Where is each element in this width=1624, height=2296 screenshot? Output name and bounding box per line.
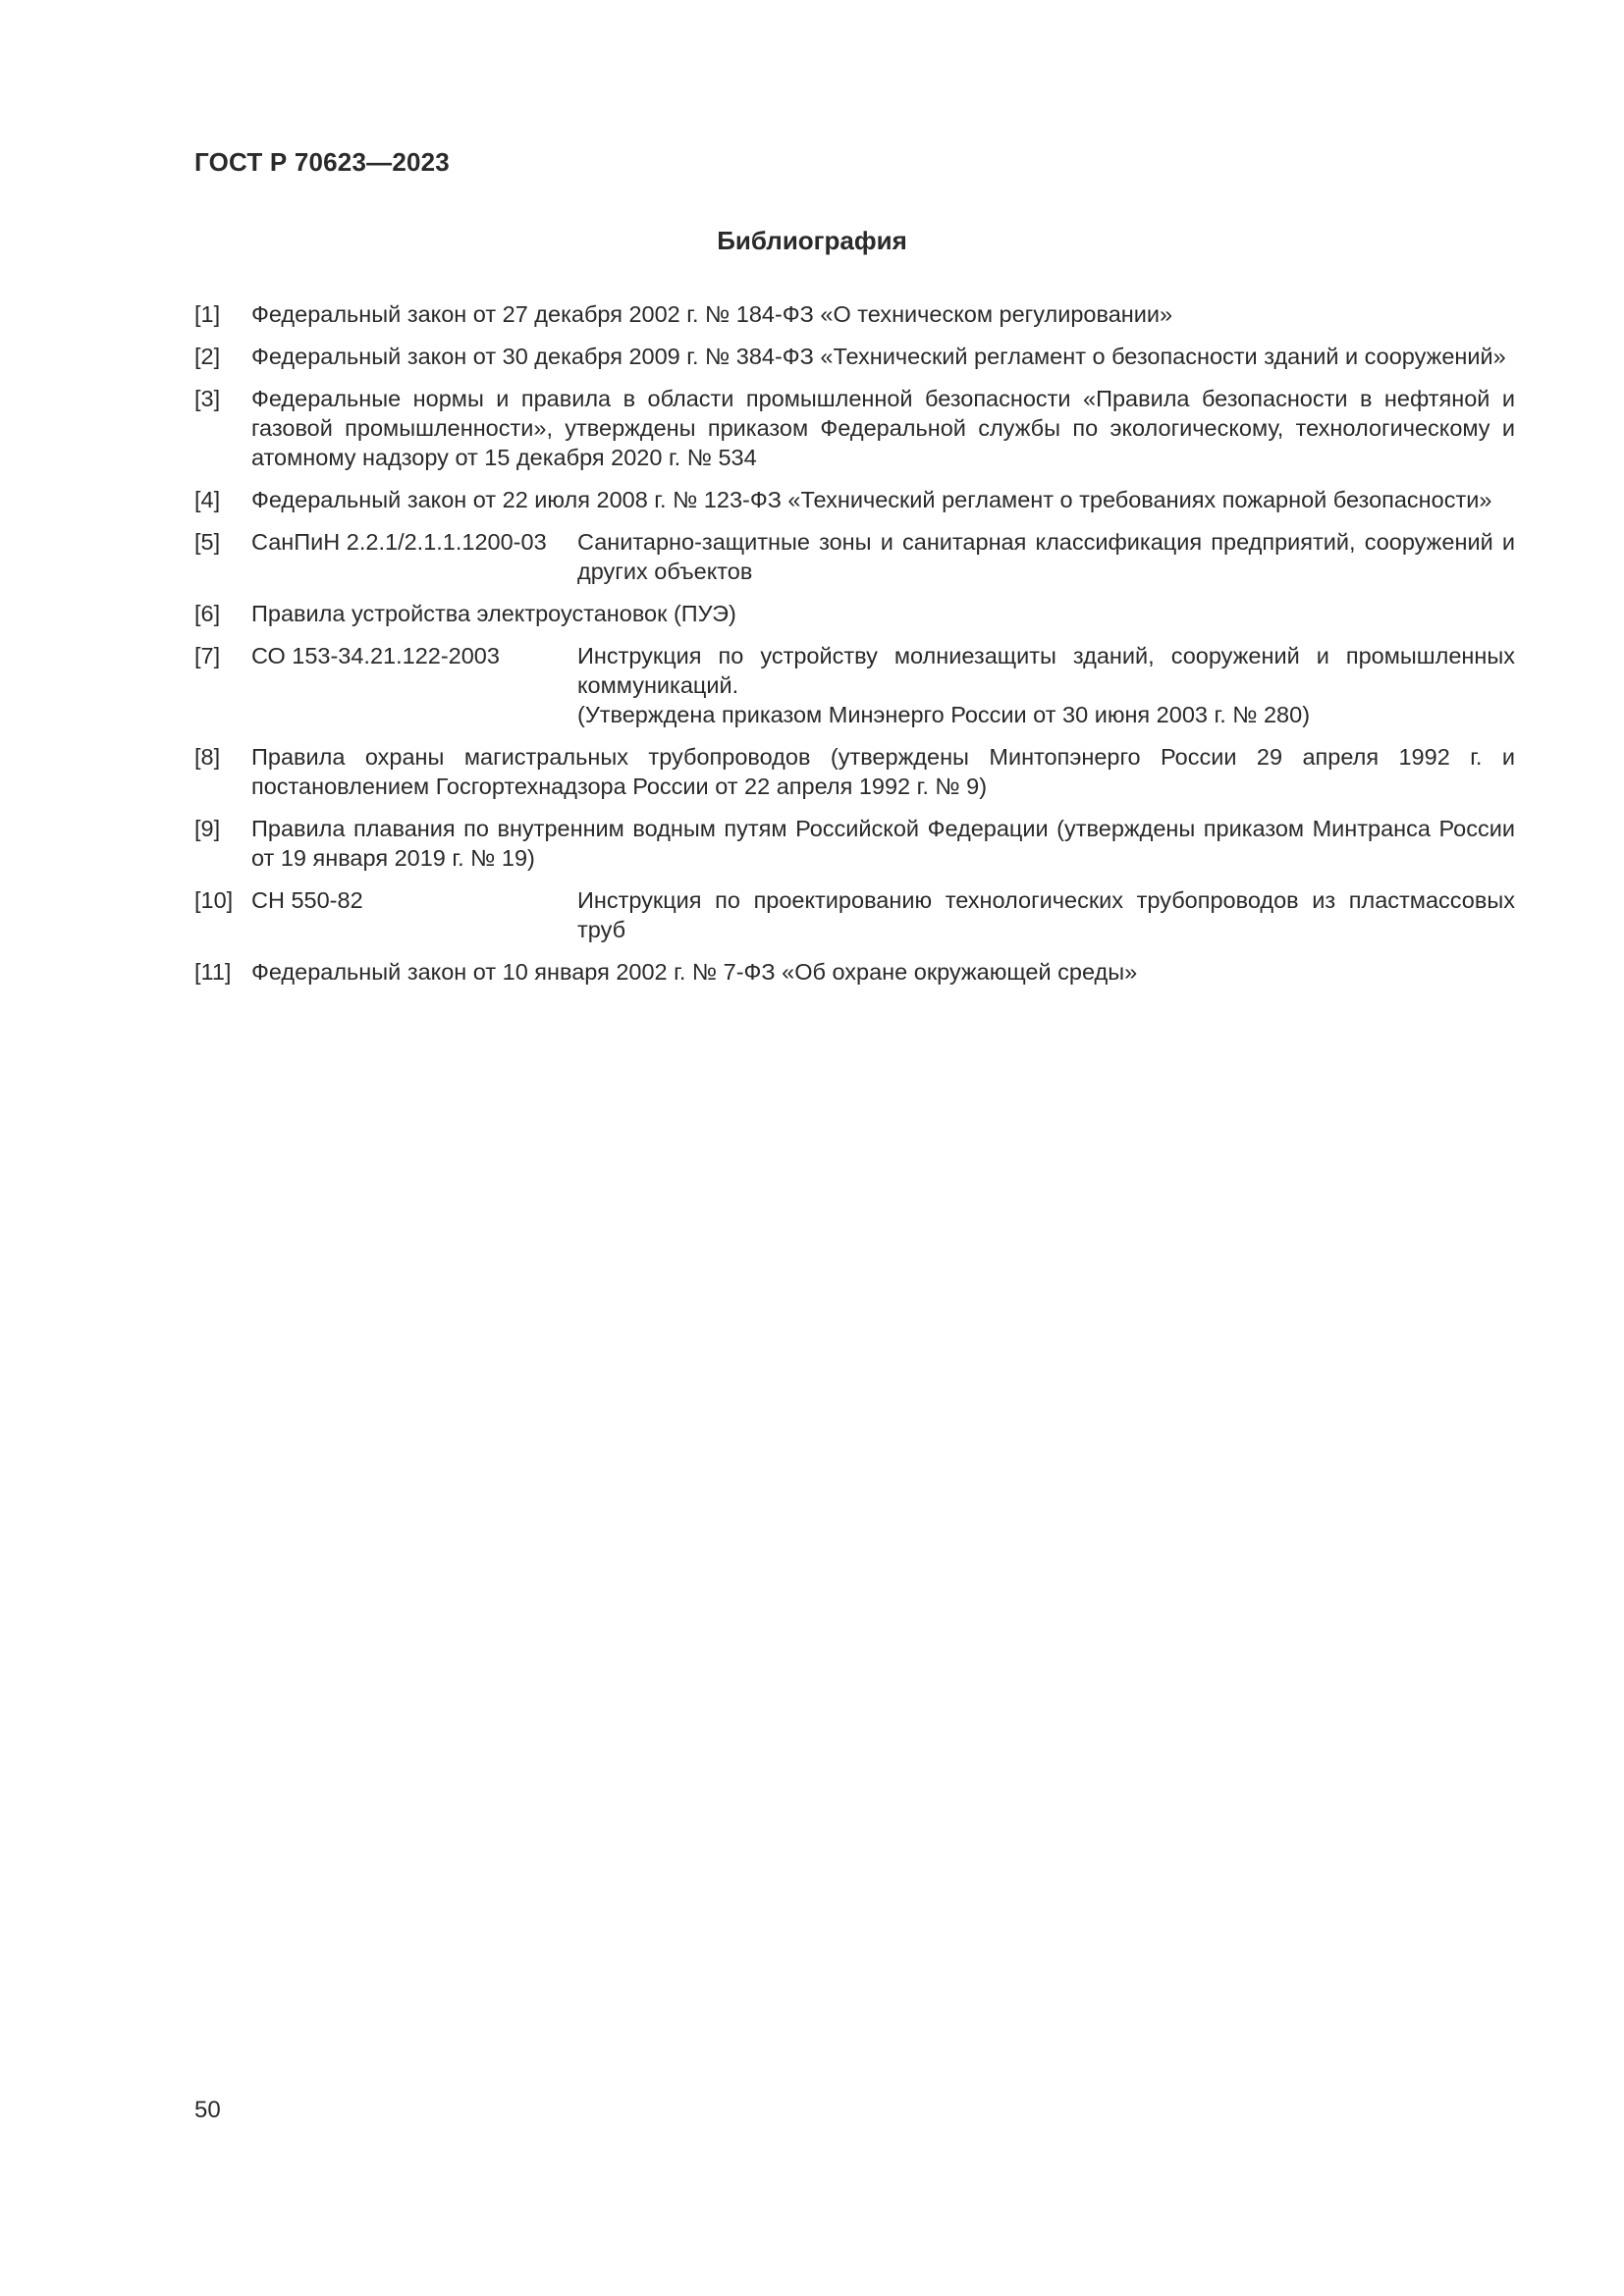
entry-text: Правила плавания по внутренним водным путям Российской Федерации (утверждены приказом Минтранса России от 19 января 2019 г. № 19) [251,816,1515,871]
bibliography-entry-7 [194,641,1515,729]
entry-code: СН 550-82 [251,887,363,913]
entry-text: Правила устройства электроустановок (ПУЭ) [251,601,736,626]
bibliography-list [194,299,1515,999]
bibliography-entry-8 [194,742,1515,801]
entry-text: Федеральный закон от 27 декабря 2002 г. № 184-ФЗ «О техническом регулировании» [251,301,1173,327]
section-title: Библиография [717,226,907,255]
page-number: 50 [194,2097,221,2123]
entry-number: [1] [194,301,221,327]
entry-number: [11] [194,959,232,985]
entry-text: Федеральные нормы и правила в области промышленной безопасности «Правила безопасности в нефтяной и газовой промышленности», утверждены приказом Федеральной службы по экологическому, технологическому и атомному надзору от 15 декабря 2020 г. № 534 [251,386,1515,470]
entry-number: [7] [194,643,221,668]
bibliography-entry-4 [194,485,1515,514]
entry-number: [2] [194,344,221,369]
bibliography-entry-2 [194,342,1515,371]
bibliography-entry-3 [194,384,1515,472]
entry-text: Федеральный закон от 10 января 2002 г. № 7-ФЗ «Об охране окружающей среды» [251,959,1138,985]
entry-number: [4] [194,487,221,512]
entry-number: [10] [194,887,234,913]
entry-number: [5] [194,529,221,555]
entry-text: Правила охраны магистральных трубопроводов (утверждены Минтопэнерго России 29 апреля 1992 г. и постановлением Госгортехнадзора России от 22 апреля 1992 г. № 9) [251,744,1515,799]
entry-code: СанПиН 2.2.1/2.1.1.1200-03 [251,529,547,555]
entry-text-block [577,641,1515,729]
entry-number: [3] [194,386,221,411]
document-code: ГОСТ Р 70623—2023 [194,147,450,177]
bibliography-entry-10 [194,885,1515,944]
entry-number: [8] [194,744,221,770]
entry-number: [6] [194,601,221,626]
entry-text: Инструкция по устройству молниезащиты зданий, сооружений и промышленных коммуникаций. [577,643,1515,698]
entry-number: [9] [194,816,221,841]
bibliography-entry-5 [194,527,1515,586]
entry-text: Федеральный закон от 22 июля 2008 г. № 123-ФЗ «Технический регламент о требованиях пожарной безопасности» [251,487,1492,512]
bibliography-entry-6 [194,599,1515,628]
entry-code: СО 153-34.21.122-2003 [251,643,500,668]
bibliography-entry-11 [194,957,1515,987]
entry-text: Инструкция по проектированию технологических трубопроводов из пластмассовых труб [577,887,1515,942]
bibliography-entry-1 [194,299,1515,329]
entry-text: Санитарно-защитные зоны и санитарная классификация предприятий, сооружений и других объектов [577,529,1515,584]
entry-note: (Утверждена приказом Минэнерго России от 30 июня 2003 г. № 280) [577,702,1311,727]
bibliography-entry-9 [194,814,1515,873]
entry-text: Федеральный закон от 30 декабря 2009 г. № 384-ФЗ «Технический регламент о безопасности зданий и сооружений» [251,344,1506,369]
